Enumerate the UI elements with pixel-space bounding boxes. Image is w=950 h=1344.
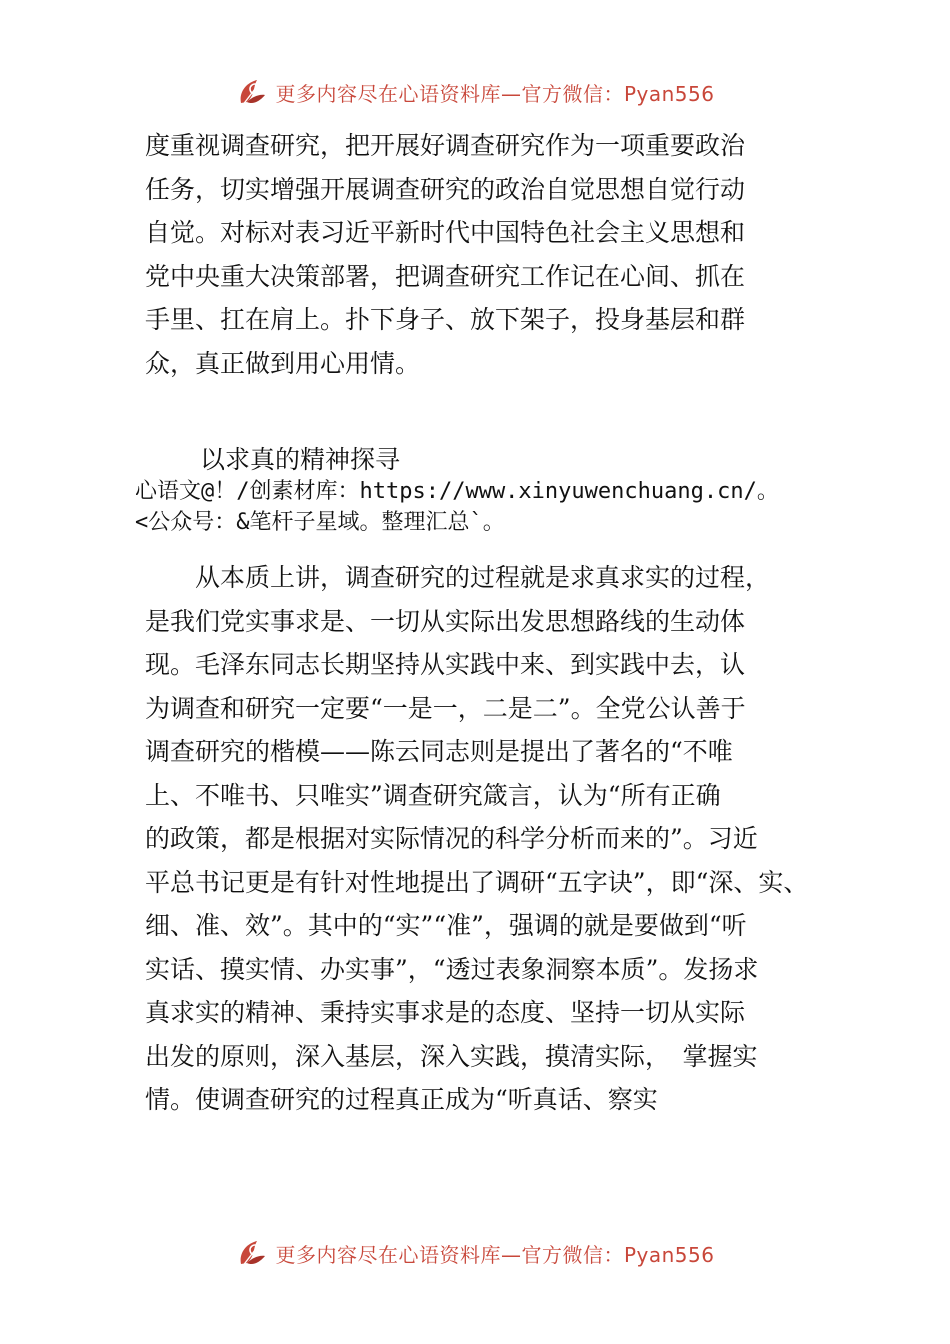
text-line: 度重视调查研究，把开展好调查研究作为一项重要政治 xyxy=(145,131,746,160)
header-banner xyxy=(0,72,950,112)
text-line: 实话、摸实情、办实事”，“透过表象洞察本质”。发扬求 xyxy=(145,954,759,984)
text-line: 任务，切实增强开展调查研究的政治自觉思想自觉行动 xyxy=(145,174,746,204)
banner-text: 更多内容尽在心语资料库—官方微信：Pyan556 xyxy=(275,1242,715,1267)
text-line: 从本质上讲，调查研究的过程就是求真求实的过程， xyxy=(145,563,771,592)
text-line: 真求实的精神、秉持实事求是的态度、坚持一切从实际 xyxy=(145,998,746,1027)
watermark-line-1: 心语文@！/创素材库：https://www.xinyuwenchuang.cn/。 xyxy=(135,479,779,504)
footer-banner xyxy=(0,1233,950,1273)
text-line: 出发的原则，深入基层，深入实践，摸清实际， 掌握实 xyxy=(145,1041,758,1071)
banner-text: 更多内容尽在心语资料库—官方微信：Pyan556 xyxy=(275,81,715,106)
paragraph-2 xyxy=(145,556,845,1122)
pen-leaf-logo-icon xyxy=(235,1236,269,1270)
text-line: 手里、扛在肩上。扑下身子、放下架子，投身基层和群 xyxy=(145,305,746,334)
text-line: 的政策，都是根据对实际情况的科学分析而来的”。习近 xyxy=(145,824,758,853)
paragraph-1 xyxy=(145,124,845,385)
text-line: 细、准、效”。其中的“实”“准”，强调的就是要做到“听 xyxy=(145,911,747,940)
section-heading: 以求真的精神探寻 xyxy=(200,445,401,474)
text-line: 众，真正做到用心用情。 xyxy=(145,348,421,378)
text-line: 上、不唯书、只唯实”调查研究箴言，认为“所有正确 xyxy=(145,780,721,810)
text-line: 是我们党实事求是、一切从实际出发思想路线的生动体 xyxy=(145,606,746,636)
text-line: 现。毛泽东同志长期坚持从实践中来、到实践中去，认 xyxy=(145,650,746,679)
text-line: 为调查和研究一定要“一是一，二是二”。全党公认善于 xyxy=(145,693,746,723)
text-line: 调查研究的楷模——陈云同志则是提出了著名的“不唯 xyxy=(145,737,733,766)
watermark-line-2: <公众号：&笔杆子星域。整理汇总`。 xyxy=(135,510,505,535)
pen-leaf-logo-icon xyxy=(235,75,269,109)
text-line: 平总书记更是有针对性地提出了调研“五字诀”，即“深、实、 xyxy=(145,867,809,897)
text-line: 自觉。对标对表习近平新时代中国特色社会主义思想和 xyxy=(145,218,746,247)
text-line: 党中央重大决策部署，把调查研究工作记在心间、抓在 xyxy=(145,261,746,291)
text-line: 情。使调查研究的过程真正成为“听真话、察实 xyxy=(145,1085,658,1114)
